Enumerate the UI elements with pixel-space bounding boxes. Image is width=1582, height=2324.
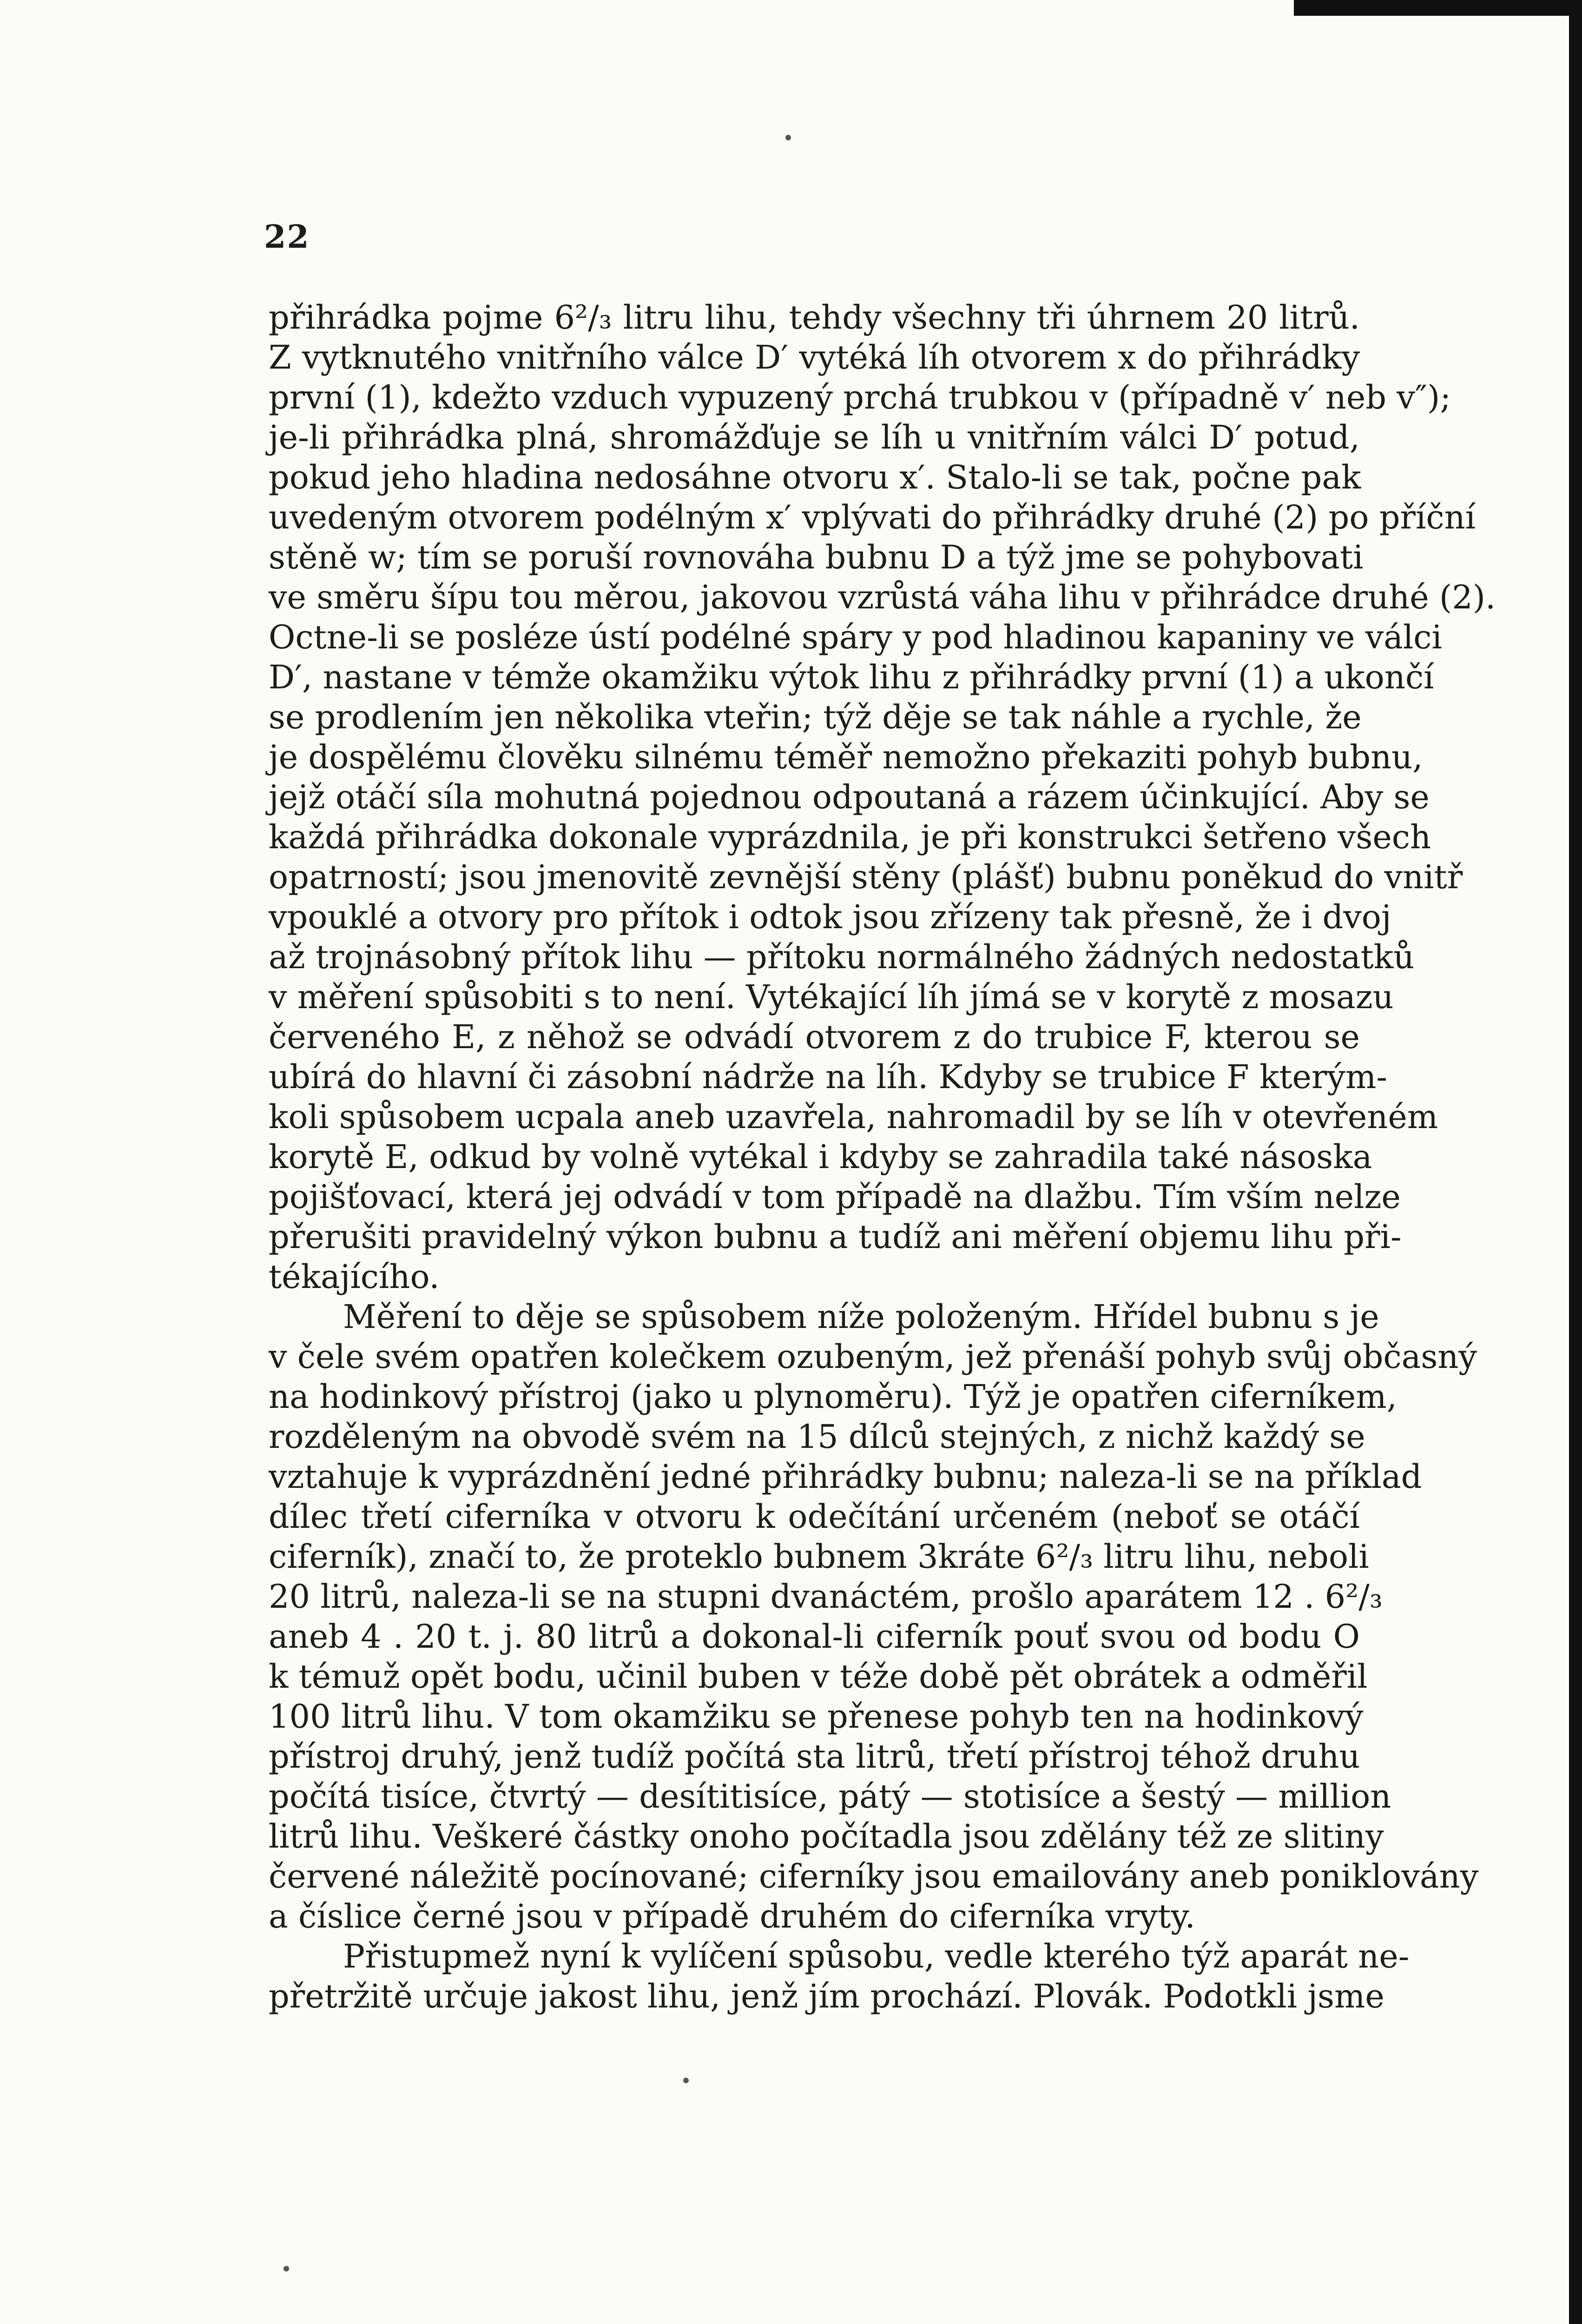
text-line: přístroj druhý, jenž tudíž počítá sta litrů, třetí přístroj téhož druhu: [269, 1737, 1360, 1776]
text-line: přerušiti pravidelný výkon bubnu a tudíž ani měření objemu lihu při-: [269, 1218, 1402, 1256]
text-line: litrů lihu. Veškeré částky onoho počítadla jsou zdělány též ze slitiny: [269, 1817, 1384, 1855]
scan-speck: [785, 135, 791, 140]
text-line: 20 litrů, naleza-li se na stupni dvanáctém, prošlo aparátem 12 . 6²/₃: [269, 1578, 1383, 1616]
text-line: přetržitě určuje jakost lihu, jenž jím prochází. Plovák. Podotkli jsme: [269, 1977, 1384, 2015]
text-line: Z vytknutého vnitřního válce D′ vytéká líh otvorem x do přihrádky: [269, 338, 1360, 376]
text-line: korytě E, odkud by volně vytékal i kdyby se zahradila také násoska: [269, 1138, 1372, 1176]
text-line: v čele svém opatřen kolečkem ozubeným, jež přenáší pohyb svůj občasný: [269, 1338, 1477, 1376]
text-line: počítá tisíce, čtvrtý — desítitisíce, pátý — stotisíce a šestý — million: [269, 1777, 1391, 1816]
text-line: D′, nastane v témže okamžiku výtok lihu z přihrádky první (1) a ukončí: [269, 658, 1434, 696]
text-line: koli spůsobem ucpala aneb uzavřela, nahromadil by se líh v otevřeném: [269, 1098, 1438, 1136]
text-line: v měření spůsobiti s to není. Vytékající líh jímá se v korytě z mosazu: [269, 978, 1394, 1016]
text-line: Měření to děje se spůsobem níže položeným. Hřídel bubnu s je: [343, 1298, 1379, 1336]
text-line: Octne-li se posléze ústí podélné spáry y pod hladinou kapaniny ve válci: [269, 618, 1442, 656]
text-line: pojišťovací, která jej odvádí v tom případě na dlažbu. Tím vším nelze: [269, 1178, 1401, 1216]
text-line: ve směru šípu tou měrou, jakovou vzrůstá váha lihu v přihrádce druhé (2).: [269, 578, 1496, 616]
scan-edge-top: [1294, 0, 1582, 16]
text-line: dílec třetí ciferníka v otvoru k odečítání určeném (neboť se otáčí: [269, 1498, 1360, 1536]
text-line: uvedeným otvorem podélným x′ vplývati do přihrádky druhé (2) po příční: [269, 498, 1476, 536]
scan-speck: [683, 2078, 689, 2083]
scan-edge-right: [1569, 0, 1582, 2324]
text-line: aneb 4 . 20 t. j. 80 litrů a dokonal-li ciferník pouť svou od bodu O: [269, 1618, 1360, 1656]
text-line: tékajícího.: [269, 1258, 440, 1296]
text-line: ciferník), značí to, že proteklo bubnem 3kráte 6²/₃ litru lihu, neboli: [269, 1538, 1369, 1576]
text-line: vztahuje k vyprázdnění jedné přihrádky bubnu; naleza-li se na příklad: [269, 1458, 1422, 1496]
text-line: je dospělému člověku silnému téměř nemožno překaziti pohyb bubnu,: [269, 738, 1423, 776]
text-line: vpouklé a otvory pro přítok i odtok jsou zřízeny tak přesně, že i dvoj: [269, 898, 1391, 936]
text-line: červeného E, z něhož se odvádí otvorem z do trubice F, kterou se: [269, 1018, 1360, 1056]
text-line: přihrádka pojme 6²/₃ litru lihu, tehdy všechny tři úhrnem 20 litrů.: [269, 298, 1360, 337]
text-line: každá přihrádka dokonale vyprázdnila, je při konstrukci šetřeno všech: [269, 818, 1431, 856]
text-line: k témuž opět bodu, učinil buben v téže době pět obrátek a odměřil: [269, 1657, 1368, 1696]
text-line: rozděleným na obvodě svém na 15 dílců stejných, z nichž každý se: [269, 1418, 1365, 1456]
body-text: [269, 297, 1496, 2016]
scan-speck: [283, 2266, 289, 2271]
text-line: červené náležitě pocínované; ciferníky jsou emailovány aneb poniklovány: [269, 1857, 1479, 1895]
text-line: na hodinkový přístroj (jako u plynoměru). Týž je opatřen ciferníkem,: [269, 1378, 1397, 1416]
text-line: jejž otáčí síla mohutná pojednou odpoutaná a rázem účinkující. Aby se: [269, 778, 1430, 816]
text-line: 100 litrů lihu. V tom okamžiku se přenese pohyb ten na hodinkový: [269, 1697, 1364, 1736]
text-line: první (1), kdežto vzduch vypuzený prchá trubkou v (případně v′ neb v″);: [269, 378, 1451, 416]
text-line: stěně w; tím se poruší rovnováha bubnu D a týž jme se pohybovati: [269, 538, 1364, 576]
text-line: ubírá do hlavní či zásobní nádrže na líh. Kdyby se trubice F kterým-: [269, 1058, 1387, 1096]
text-line: opatrností; jsou jmenovitě zevnější stěny (plášť) bubnu poněkud do vnitř: [269, 858, 1463, 896]
page-number: 22: [264, 218, 310, 256]
text-line: pokud jeho hladina nedosáhne otvoru x′. Stalo-li se tak, počne pak: [269, 458, 1361, 496]
text-line: až trojnásobný přítok lihu — přítoku normálného žádných nedostatků: [269, 938, 1415, 976]
text-line: se prodlením jen několika vteřin; týž děje se tak náhle a rychle, že: [269, 698, 1362, 736]
text-line: Přistupmež nyní k vylíčení spůsobu, vedle kterého týž aparát ne-: [343, 1937, 1410, 1975]
text-line: je-li přihrádka plná, shromážďuje se líh u vnitřním válci D′ potud,: [269, 418, 1360, 456]
text-line: a číslice černé jsou v případě druhém do ciferníka vryty.: [269, 1897, 1195, 1935]
